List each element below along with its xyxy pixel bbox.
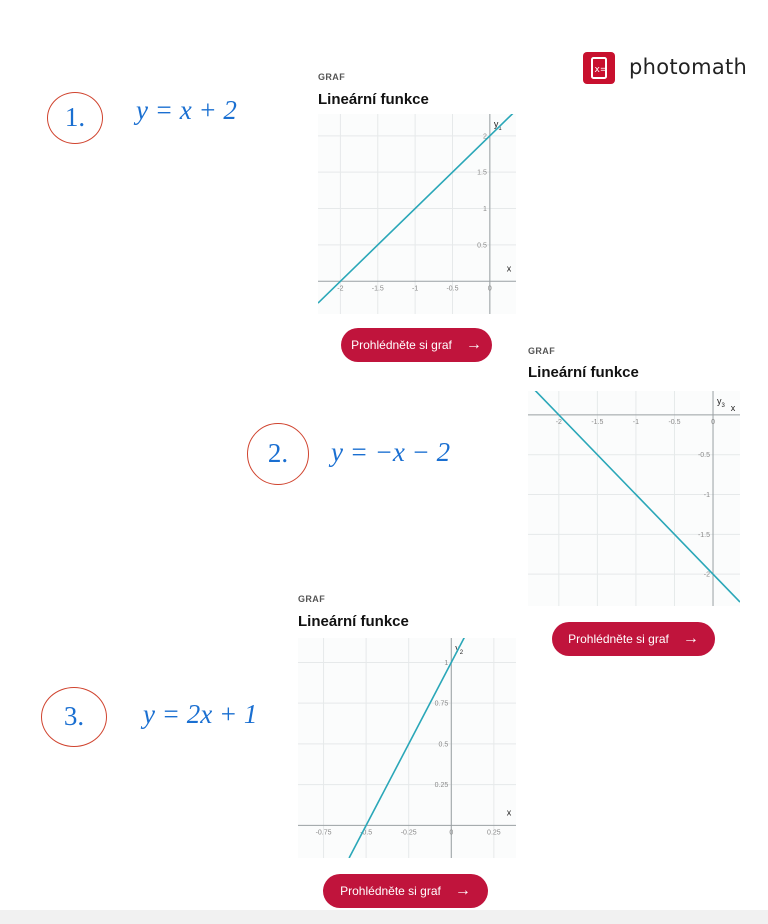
graph-card-3 (298, 594, 518, 630)
y-tick-label: -1.5 (697, 531, 711, 539)
y-axis-label: $y_3$ (717, 396, 725, 409)
x-axis-label: x (506, 807, 512, 818)
brand-name: photomath (629, 55, 748, 79)
button-label: Prohlédněte si graf (340, 884, 441, 898)
graph-title: Lineární funkce (298, 613, 409, 630)
y-tick-label: 0.75 (434, 700, 449, 708)
x-tick-label: -1 (412, 285, 419, 293)
view-graph-button-3[interactable] (323, 874, 488, 908)
logo-glyph: x= (594, 65, 608, 75)
graph-kicker: GRAF (528, 346, 556, 356)
x-tick-label: -1.5 (591, 418, 604, 426)
problem-3-number: 3. (41, 687, 107, 747)
problem-3-equation: y = 2x + 1 (143, 699, 258, 729)
y-tick-label: 0.25 (434, 782, 449, 790)
y-axis-label: $y_1$ (493, 119, 502, 132)
x-tick-label: -0.5 (446, 285, 459, 293)
graph-plot-2[interactable] (528, 391, 740, 606)
x-tick-label: -2 (337, 285, 344, 293)
y-axis-label-subscript: 1 (498, 126, 502, 132)
x-tick-label: -0.5 (668, 418, 681, 426)
y-tick-label: 2 (482, 133, 487, 141)
x-tick-label: -0.25 (400, 829, 417, 837)
problem-2-number: 2. (247, 423, 309, 485)
graph-card-1 (318, 72, 518, 108)
problem-1-number: 1. (47, 92, 103, 144)
x-tick-label: -0.5 (360, 829, 373, 837)
y-axis-label-subscript: 2 (459, 650, 464, 656)
y-tick-label: 0.5 (477, 242, 487, 250)
y-tick-label: 0.5 (438, 741, 449, 749)
y-tick-label: 1 (444, 659, 449, 667)
grid-lines (318, 114, 516, 314)
button-label: Prohlédněte si graf (351, 338, 452, 352)
y-axis-label-subscript: 3 (721, 403, 725, 409)
button-label: Prohlédněte si graf (568, 632, 669, 646)
photomath-brand (583, 52, 758, 88)
x-axis-label: x (730, 402, 736, 413)
arrow-right-icon: → (682, 630, 699, 647)
view-graph-button-2[interactable] (552, 622, 715, 656)
x-tick-label: -2 (555, 418, 562, 426)
graph-plot-1[interactable] (318, 114, 516, 314)
x-tick-label: -0.75 (315, 829, 332, 837)
graph-kicker: GRAF (298, 594, 326, 604)
y-tick-label: -0.5 (697, 452, 711, 460)
y-tick-label: 1.5 (477, 169, 487, 177)
x-tick-label: -1.5 (371, 285, 384, 293)
x-tick-label: -1 (632, 418, 640, 426)
graph-plot-3[interactable] (298, 638, 516, 858)
y-tick-label: -2 (703, 571, 711, 579)
problem-1-equation: y = x + 2 (136, 95, 237, 125)
graph-card-2 (528, 346, 738, 381)
bottom-strip (0, 910, 768, 924)
y-tick-label: -1 (703, 492, 711, 500)
arrow-right-icon: → (454, 882, 471, 899)
y-tick-label: 1 (482, 206, 487, 214)
arrow-right-icon: → (465, 336, 482, 353)
x-tick-label: 0 (711, 418, 715, 426)
graph-kicker: GRAF (318, 72, 346, 82)
x-tick-label: 0 (487, 285, 492, 293)
photomath-logo-icon (583, 52, 615, 84)
problem-2-equation: y = −x − 2 (331, 437, 451, 467)
view-graph-button-1[interactable] (341, 328, 492, 362)
x-axis-label: x (506, 263, 512, 274)
x-tick-label: 0.25 (487, 829, 501, 837)
x-tick-label: 0 (449, 829, 454, 837)
y-axis-label: $y_2$ (455, 643, 464, 656)
graph-title: Lineární funkce (528, 364, 639, 381)
graph-title: Lineární funkce (318, 91, 429, 108)
